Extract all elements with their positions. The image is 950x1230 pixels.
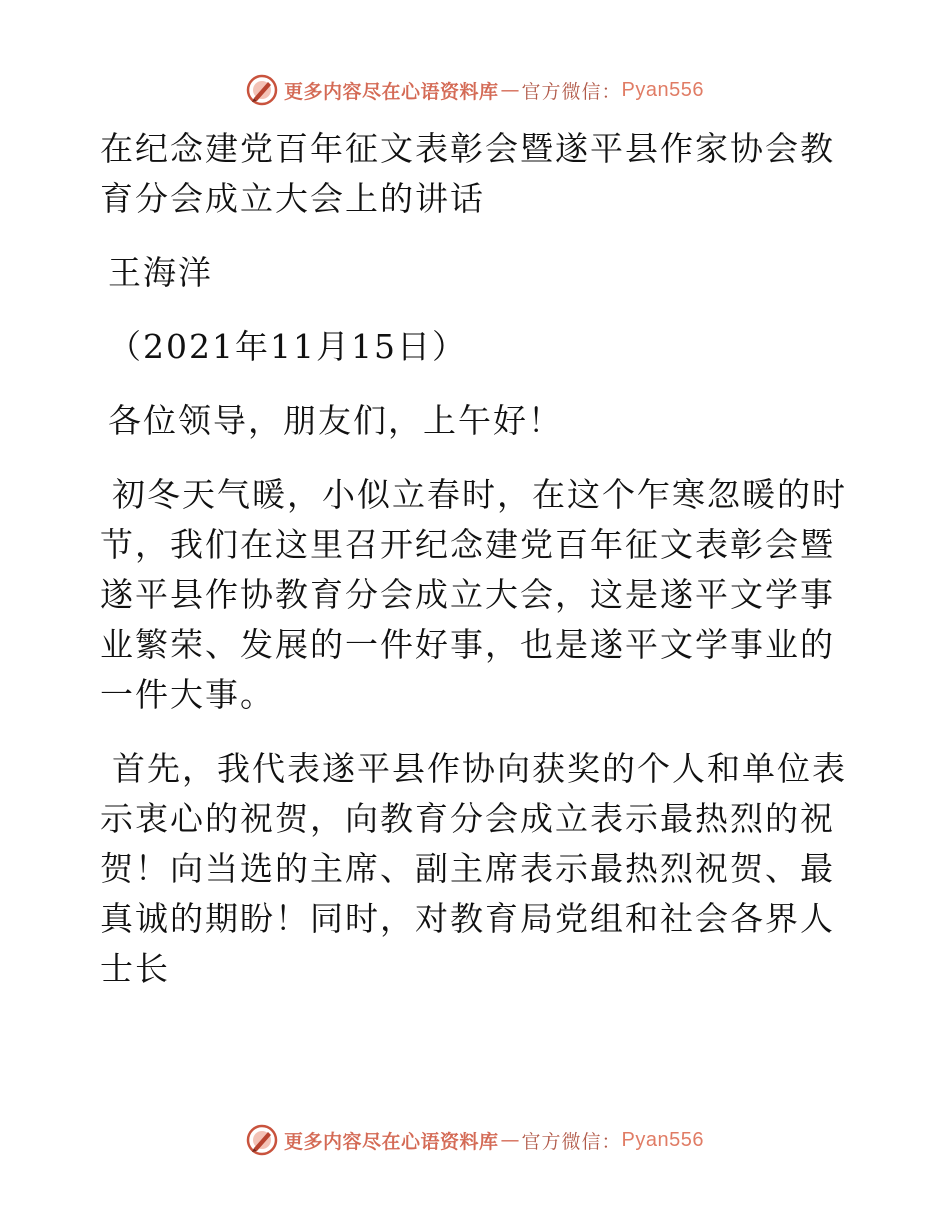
watermark-wechat-id: Pyan556 xyxy=(621,1128,704,1151)
document-body xyxy=(100,124,860,1018)
watermark-wechat-id: Pyan556 xyxy=(621,78,704,101)
footer-watermark xyxy=(0,1120,950,1160)
document-greeting: 各位领导，朋友们，上午好！ xyxy=(108,401,563,440)
watermark-separator: — xyxy=(500,1129,520,1151)
paragraph-1: 初冬天气暖，小似立春时，在这个乍寒忽暖的时节，我们在这里召开纪念建党百年征文表彰会暨遂平县作协教育分会成立大会，这是遂平文学事业繁荣、发展的一件好事，也是遂平文学事业的一件大事。 xyxy=(100,475,847,714)
watermark-wechat-label: 官方微信： xyxy=(521,80,622,103)
document-date: （2021年11月15日） xyxy=(108,327,467,366)
watermark-main-text: 更多内容尽在心语资料库 xyxy=(284,80,499,103)
pen-logo-icon xyxy=(246,1124,278,1156)
header-watermark xyxy=(0,70,950,110)
watermark-main-text: 更多内容尽在心语资料库 xyxy=(284,1130,499,1153)
document-title: 在纪念建党百年征文表彰会暨遂平县作家协会教育分会成立大会上的讲话 xyxy=(100,129,835,218)
watermark-wechat-label: 官方微信： xyxy=(521,1130,622,1153)
document-author: 王海洋 xyxy=(108,253,213,292)
paragraph-2: 首先，我代表遂平县作协向获奖的个人和单位表示衷心的祝贺，向教育分会成立表示最热烈的祝贺！向当选的主席、副主席表示最热烈祝贺、最真诚的期盼！同时，对教育局党组和社会各界人士长 xyxy=(100,749,847,988)
pen-logo-icon xyxy=(246,74,278,106)
watermark-separator: — xyxy=(500,79,520,101)
